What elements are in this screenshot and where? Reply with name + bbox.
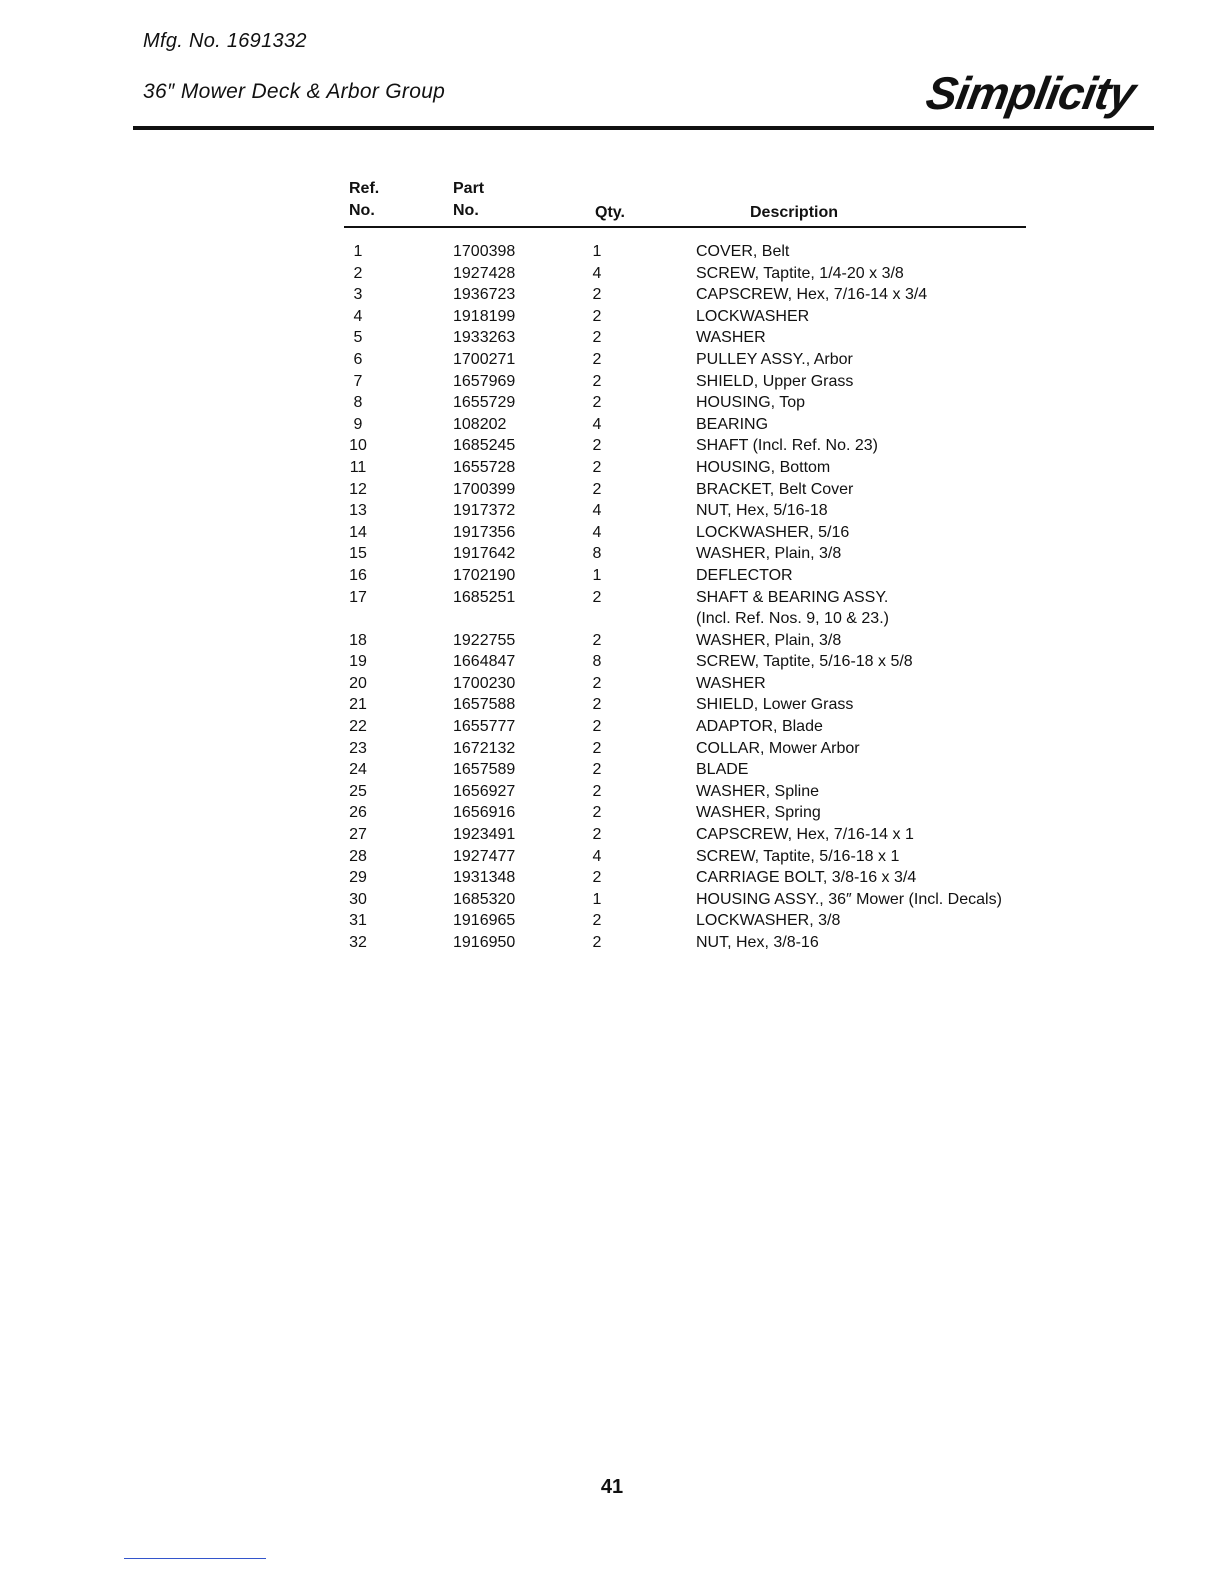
description: WASHER, Spline xyxy=(696,782,819,800)
table-row xyxy=(0,522,1224,544)
description: SHAFT (Incl. Ref. No. 23) xyxy=(696,437,878,455)
ref-number: 21 xyxy=(349,696,367,714)
table-row xyxy=(0,889,1224,911)
table-row xyxy=(0,414,1224,436)
quantity: 2 xyxy=(592,912,602,930)
description: PULLEY ASSY., Arbor xyxy=(696,350,853,368)
description: BLADE xyxy=(696,761,749,779)
table-row xyxy=(0,435,1224,457)
part-number: 1656927 xyxy=(453,782,516,800)
ref-number: 20 xyxy=(349,674,367,692)
quantity: 8 xyxy=(592,545,602,563)
quantity: 2 xyxy=(592,631,602,649)
part-number: 1685320 xyxy=(453,890,516,908)
ref-number: 29 xyxy=(349,869,367,887)
table-row xyxy=(0,846,1224,868)
table-row xyxy=(0,500,1224,522)
description: LOCKWASHER xyxy=(696,307,810,325)
part-number: 1656916 xyxy=(453,804,516,822)
ref-number: 12 xyxy=(349,480,367,498)
part-number: 1657969 xyxy=(453,372,516,390)
table-row xyxy=(0,565,1224,587)
description: HOUSING, Bottom xyxy=(696,458,831,476)
ref-number: 8 xyxy=(353,394,363,412)
table-row xyxy=(0,392,1224,414)
part-number: 1700271 xyxy=(453,350,516,368)
part-number: 1927428 xyxy=(453,264,516,282)
manufacturer-number: Mfg. No. 1691332 xyxy=(143,30,307,52)
description: BEARING xyxy=(696,415,769,433)
table-row xyxy=(0,824,1224,846)
quantity: 1 xyxy=(592,566,602,584)
table-row xyxy=(0,587,1224,609)
part-number: 1917356 xyxy=(453,523,516,541)
ref-number: 2 xyxy=(353,264,363,282)
table-row xyxy=(0,479,1224,501)
part-number: 1655777 xyxy=(453,718,516,736)
quantity: 1 xyxy=(592,890,602,908)
brand-logo: Simplicity xyxy=(922,67,1139,119)
column-header-part: Part No. xyxy=(453,180,485,219)
ref-number: 25 xyxy=(349,782,367,800)
quantity: 2 xyxy=(592,394,602,412)
parts-list xyxy=(0,241,1224,954)
part-number: 1702190 xyxy=(453,566,516,584)
header-divider xyxy=(133,126,1154,130)
description: CAPSCREW, Hex, 7/16-14 x 1 xyxy=(696,826,914,844)
part-number: 1922755 xyxy=(453,631,516,649)
quantity: 4 xyxy=(592,415,602,433)
description: WASHER xyxy=(696,674,766,692)
quantity: 8 xyxy=(592,653,602,671)
ref-number: 32 xyxy=(349,934,367,951)
ref-number: 16 xyxy=(349,566,367,584)
ref-number: 27 xyxy=(349,826,367,844)
part-number: 1927477 xyxy=(453,847,516,865)
description: LOCKWASHER, 3/8 xyxy=(696,912,841,930)
quantity: 4 xyxy=(592,523,602,541)
description: SCREW, Taptite, 5/16-18 x 1 xyxy=(696,847,900,865)
part-number: 1672132 xyxy=(453,739,516,757)
quantity: 2 xyxy=(592,329,602,347)
ref-number: 22 xyxy=(349,718,367,736)
ref-number: 9 xyxy=(353,415,363,433)
quantity: 2 xyxy=(592,934,602,951)
quantity: 2 xyxy=(592,718,602,736)
table-row xyxy=(0,867,1224,889)
quantity: 4 xyxy=(592,502,602,520)
ref-number: 18 xyxy=(349,631,367,649)
column-header-qty: Qty. xyxy=(595,204,625,221)
table-row xyxy=(0,306,1224,328)
part-number: 1918199 xyxy=(453,307,516,325)
quantity: 2 xyxy=(592,826,602,844)
table-row xyxy=(0,349,1224,371)
ref-number: 31 xyxy=(349,912,367,930)
quantity: 2 xyxy=(592,480,602,498)
ref-number: 17 xyxy=(349,588,367,606)
description: COVER, Belt xyxy=(696,243,790,260)
quantity: 2 xyxy=(592,372,602,390)
part-number: 1933263 xyxy=(453,329,516,347)
part-number: 108202 xyxy=(453,415,507,433)
description: LOCKWASHER, 5/16 xyxy=(696,523,850,541)
part-number: 1936723 xyxy=(453,286,516,304)
ref-number: 6 xyxy=(353,350,363,368)
description: (Incl. Ref. Nos. 9, 10 & 23.) xyxy=(696,610,889,628)
ref-number: 13 xyxy=(349,502,367,520)
description: CAPSCREW, Hex, 7/16-14 x 3/4 xyxy=(696,286,928,304)
ref-number: 14 xyxy=(349,523,367,541)
table-row xyxy=(0,241,1224,263)
ref-number: 5 xyxy=(353,329,363,347)
column-header-description: Description xyxy=(750,204,839,221)
table-row xyxy=(0,327,1224,349)
quantity: 4 xyxy=(592,847,602,865)
quantity: 2 xyxy=(592,869,602,887)
table-header-divider xyxy=(344,226,1026,228)
quantity: 4 xyxy=(592,264,602,282)
description: HOUSING ASSY., 36″ Mower (Incl. Decals) xyxy=(696,890,1002,908)
description: WASHER xyxy=(696,329,766,347)
ref-number: 10 xyxy=(349,437,367,455)
table-row xyxy=(0,781,1224,803)
quantity: 2 xyxy=(592,739,602,757)
ref-number: 30 xyxy=(349,890,367,908)
table-row xyxy=(0,630,1224,652)
ref-number: 4 xyxy=(353,307,363,325)
description: CARRIAGE BOLT, 3/8-16 x 3/4 xyxy=(696,869,917,887)
part-number: 1700230 xyxy=(453,674,516,692)
ref-number: 26 xyxy=(349,804,367,822)
part-number: 1923491 xyxy=(453,826,516,844)
description: COLLAR, Mower Arbor xyxy=(696,739,860,757)
ref-number: 11 xyxy=(349,458,367,476)
quantity: 2 xyxy=(592,588,602,606)
table-row xyxy=(0,738,1224,760)
part-number: 1917372 xyxy=(453,502,516,520)
table-row xyxy=(0,694,1224,716)
table-row xyxy=(0,371,1224,393)
ref-number: 7 xyxy=(353,372,363,390)
quantity: 2 xyxy=(592,761,602,779)
table-row xyxy=(0,759,1224,781)
page-number: 41 xyxy=(600,1476,624,1498)
group-title: 36″ Mower Deck & Arbor Group xyxy=(143,80,446,103)
ref-number: 28 xyxy=(349,847,367,865)
description: SHIELD, Lower Grass xyxy=(696,696,854,714)
table-row xyxy=(0,263,1224,285)
part-number: 1916965 xyxy=(453,912,516,930)
description: NUT, Hex, 3/8-16 xyxy=(696,934,819,951)
ref-number: 3 xyxy=(353,286,363,304)
ref-number: 1 xyxy=(353,243,363,260)
part-number: 1700398 xyxy=(453,243,516,260)
quantity: 1 xyxy=(592,243,602,260)
ref-number: 24 xyxy=(349,761,367,779)
part-number: 1931348 xyxy=(453,869,516,887)
quantity: 2 xyxy=(592,350,602,368)
part-number: 1700399 xyxy=(453,480,516,498)
table-row xyxy=(0,608,1224,630)
part-number: 1685245 xyxy=(453,437,516,455)
quantity: 2 xyxy=(592,674,602,692)
quantity: 2 xyxy=(592,437,602,455)
table-row xyxy=(0,673,1224,695)
part-number: 1657589 xyxy=(453,761,516,779)
table-row xyxy=(0,932,1224,954)
quantity: 2 xyxy=(592,458,602,476)
part-number: 1657588 xyxy=(453,696,516,714)
quantity: 2 xyxy=(592,286,602,304)
table-row xyxy=(0,651,1224,673)
part-number: 1655729 xyxy=(453,394,516,412)
quantity: 2 xyxy=(592,307,602,325)
description: SCREW, Taptite, 5/16-18 x 5/8 xyxy=(696,653,913,671)
table-row xyxy=(0,802,1224,824)
part-number: 1917642 xyxy=(453,545,516,563)
table-row xyxy=(0,716,1224,738)
description: BRACKET, Belt Cover xyxy=(696,480,854,498)
ref-number: 23 xyxy=(349,739,367,757)
table-row xyxy=(0,910,1224,932)
description: HOUSING, Top xyxy=(696,394,806,412)
description: DEFLECTOR xyxy=(696,566,793,584)
description: WASHER, Spring xyxy=(696,804,821,822)
description: ADAPTOR, Blade xyxy=(696,718,823,736)
footer-divider xyxy=(124,1558,266,1559)
column-header-ref: Ref. No. xyxy=(349,180,380,219)
description: SHIELD, Upper Grass xyxy=(696,372,854,390)
part-number: 1664847 xyxy=(453,653,516,671)
description: SHAFT & BEARING ASSY. xyxy=(696,588,889,606)
description: WASHER, Plain, 3/8 xyxy=(696,631,842,649)
description: SCREW, Taptite, 1/4-20 x 3/8 xyxy=(696,264,904,282)
quantity: 2 xyxy=(592,696,602,714)
ref-number: 15 xyxy=(349,545,367,563)
description: WASHER, Plain, 3/8 xyxy=(696,545,842,563)
part-number: 1685251 xyxy=(453,588,516,606)
part-number: 1655728 xyxy=(453,458,516,476)
quantity: 2 xyxy=(592,804,602,822)
table-row xyxy=(0,284,1224,306)
table-row xyxy=(0,457,1224,479)
quantity: 2 xyxy=(592,782,602,800)
description: NUT, Hex, 5/16-18 xyxy=(696,502,828,520)
ref-number: 19 xyxy=(349,653,367,671)
part-number: 1916950 xyxy=(453,934,516,951)
table-row xyxy=(0,543,1224,565)
